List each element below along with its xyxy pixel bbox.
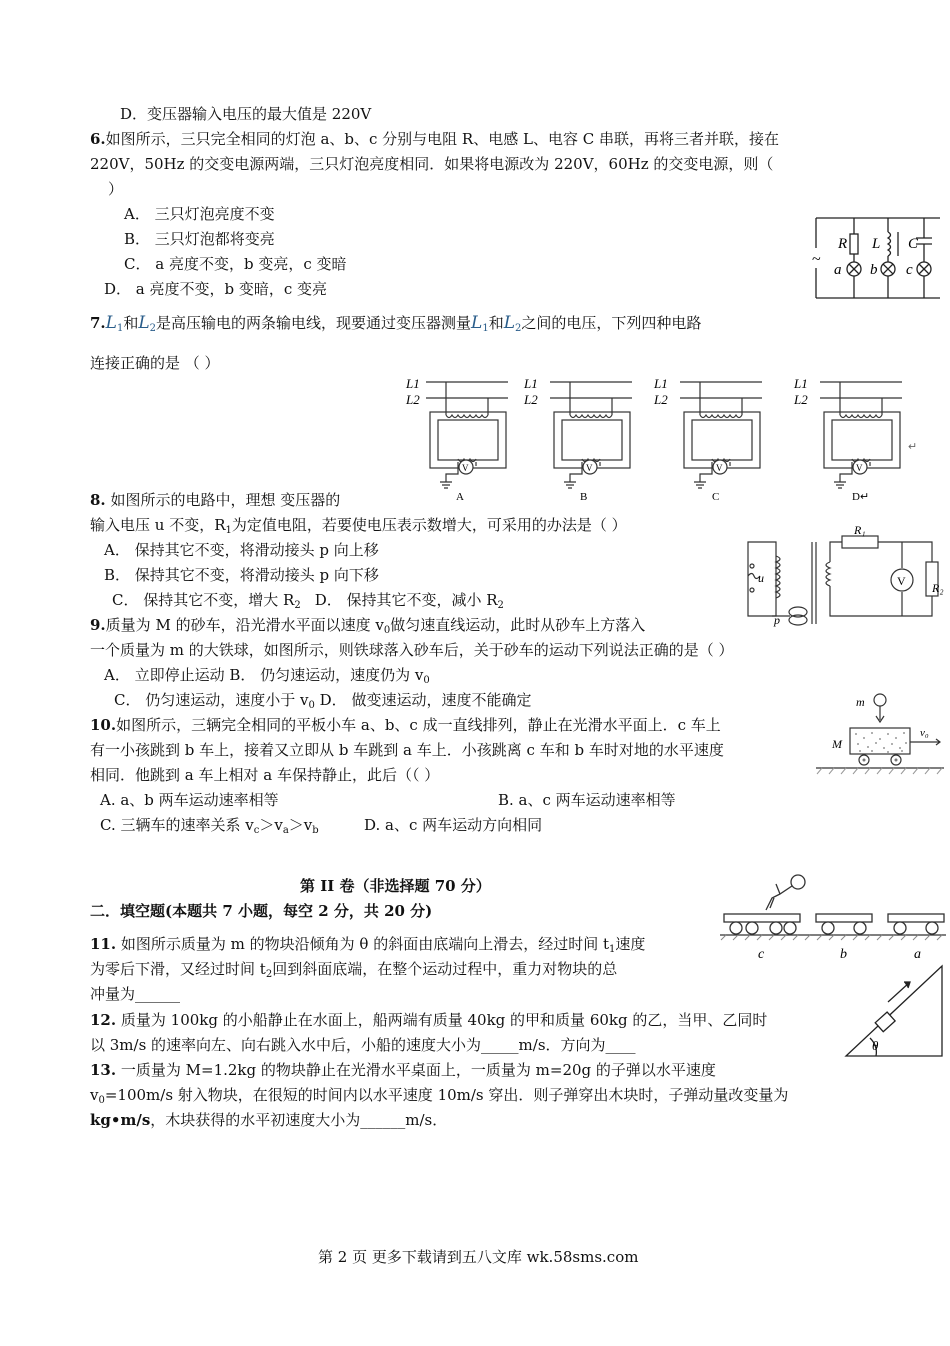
cart-c-label: c bbox=[758, 947, 765, 962]
q10-option-c-text: C. 三辆车的速率关系 v bbox=[100, 816, 254, 834]
q10-option-c-sub2: a bbox=[282, 825, 289, 836]
q7-and-2: 和 bbox=[488, 314, 504, 332]
q6-option-b: B． 三只灯泡都将变亮 bbox=[124, 230, 275, 248]
q7-number: 7. bbox=[90, 314, 106, 332]
q7-stem-end: 之间的电压，下列四种电路 bbox=[521, 314, 702, 332]
voltmeter-label: V bbox=[897, 574, 906, 588]
wire-l2-sub: 2 bbox=[149, 323, 157, 334]
q10-option-a: A. a、b 两车运动速率相等 bbox=[100, 791, 279, 809]
q13-number: 13. bbox=[90, 1061, 117, 1079]
q10-option-c bbox=[100, 814, 319, 842]
q8-option-d: D． 保持其它不变，减小 R bbox=[314, 591, 498, 609]
q10-option-c-gt2: ＞v bbox=[288, 816, 313, 834]
q8-option-a: A． 保持其它不变，将滑动接头 p 向上移 bbox=[104, 541, 379, 559]
q9-options-cd bbox=[114, 689, 531, 717]
q9-options-ab-text: A． 立即停止运动 B． 仍匀速运动，速度仍为 v bbox=[104, 666, 424, 684]
q13-unit: kg•m/s bbox=[90, 1111, 151, 1129]
q10-option-b: B. a、c 两车运动速率相等 bbox=[498, 791, 676, 809]
q13-line1 bbox=[90, 1059, 716, 1081]
incline-figure bbox=[842, 962, 948, 1060]
q13-stem-3: ，木块获得的水平初速度大小为______m/s． bbox=[150, 1111, 448, 1129]
q8-option-d-sub: 2 bbox=[497, 600, 504, 611]
q9-options-ab bbox=[104, 664, 430, 692]
q6-line2: 220V，50Hz 的交变电源两端，三只灯泡亮度相同．如果将电源改为 220V，60Hz 的交变电源，则（ bbox=[90, 155, 774, 173]
q13-stem-1: 一质量为 M=1.2kg 的物块静止在光滑水平桌面上，一质量为 m=20g 的子弹以水平速度 bbox=[116, 1061, 716, 1079]
opt-d-voltmeter: V bbox=[856, 463, 863, 473]
q11-line1 bbox=[90, 933, 645, 961]
wire-l2-symbol: L bbox=[138, 313, 150, 333]
angle-theta-label: θ bbox=[872, 1038, 879, 1053]
capacitor-label: C bbox=[908, 236, 919, 252]
q7-stem-mid: 是高压输电的两条输电线，现要通过变压器测量 bbox=[156, 314, 472, 332]
opt-c-l1-label: L1 bbox=[654, 376, 668, 391]
q9-options-cd-text: C． 仍匀速运动，速度小于 v bbox=[114, 691, 309, 709]
q6-option-c: C． a 亮度不变，b 变亮，c 变暗 bbox=[124, 255, 347, 273]
three-carts-figure bbox=[716, 866, 948, 962]
q11-stem-2b: 回到斜面底端，在整个运动过程中，重力对物块的总 bbox=[272, 960, 618, 978]
q9-line2: 一个质量为 m 的大铁球，如图所示，则铁球落入砂车后，关于砂车的运动下列说法正确的是（ ） bbox=[90, 641, 734, 659]
part-two-title: 第 II 卷（非选择题 70 分） bbox=[300, 877, 491, 895]
resistor-label: R bbox=[838, 236, 848, 252]
q11-stem-1sub: 1 bbox=[609, 944, 616, 955]
q10-line1 bbox=[90, 714, 721, 736]
q10-option-c-gt1: ＞v bbox=[259, 816, 283, 834]
q13-line3 bbox=[90, 1109, 447, 1131]
q8-stem-2a: 输入电压 u 不变，R bbox=[90, 516, 226, 534]
opt-b-l2-label: L2 bbox=[524, 392, 538, 407]
q8-option-c-sub: 2 bbox=[294, 600, 301, 611]
inductor-label: L bbox=[872, 236, 881, 252]
wire-l1-symbol: L bbox=[105, 313, 117, 333]
option-a-label: A bbox=[456, 491, 464, 503]
q9-line1 bbox=[90, 614, 645, 642]
return-mark: ↵ bbox=[908, 441, 918, 453]
q9-options-cd-sub: 0 bbox=[308, 700, 315, 711]
q13-stem-2b: =100m/s 射入物块，在很短的时间内以水平速度 10m/s 穿出．则子弹穿出木块时，子弹动量改变量为 bbox=[104, 1086, 789, 1104]
q9-number: 9. bbox=[90, 616, 106, 634]
q11-stem-2sub: 2 bbox=[265, 969, 273, 980]
q7-line1 bbox=[90, 312, 701, 340]
q11-stem-1b: 速度 bbox=[615, 935, 646, 953]
r2-label: R₂ bbox=[932, 581, 944, 595]
opt-a-voltmeter: V bbox=[462, 463, 469, 473]
q7-and-1: 和 bbox=[123, 314, 139, 332]
transformer-r1-r2-figure bbox=[742, 523, 946, 634]
q6-stem-1: 如图所示，三只完全相同的灯泡 a、b、c 分别与电阻 R、电感 L、电容 C 串联，再将三者并联，接在 bbox=[105, 130, 779, 148]
opt-b-l1-label: L1 bbox=[524, 376, 538, 391]
q9-stem-1a: 质量为 M 的砂车，沿光滑水平面以速度 v bbox=[105, 616, 384, 634]
q9-options-ab-sub: 0 bbox=[423, 675, 430, 686]
q5-option-d: D．变压器输入电压的最大值是 220V bbox=[120, 105, 372, 123]
q8-stem-1: 如图所示的电路中，理想 变压器的 bbox=[105, 491, 341, 509]
rlc-circuit-figure bbox=[812, 212, 944, 304]
cart-b-label: b bbox=[840, 947, 847, 962]
opt-d-l2-label: L2 bbox=[794, 392, 808, 407]
q10-option-c-sub1: c bbox=[253, 825, 260, 836]
q8-line1 bbox=[90, 489, 340, 511]
bulb-b-label: b bbox=[870, 262, 878, 278]
q6-option-a: A． 三只灯泡亮度不变 bbox=[124, 205, 275, 223]
fill-in-section-heading: 二．填空题(本题共 7 小题，每空 2 分，共 20 分) bbox=[90, 902, 433, 920]
opt-b-voltmeter: V bbox=[586, 463, 593, 473]
wire-l1-sub-2: 1 bbox=[482, 323, 489, 334]
sand-cart-figure bbox=[812, 692, 948, 778]
q10-line3: 相同．他跳到 a 车上相对 a 车保持静止，此后（（ ） bbox=[90, 766, 440, 784]
q8-option-c: C． 保持其它不变，增大 R bbox=[112, 591, 295, 609]
q12-number: 12. bbox=[90, 1011, 117, 1029]
q6-number: 6. bbox=[90, 130, 106, 148]
opt-c-l2-label: L2 bbox=[654, 392, 668, 407]
q12-stem-1: 质量为 100kg 的小船静止在水面上，船两端有质量 40kg 的甲和质量 60kg 的乙，当甲、乙同时 bbox=[116, 1011, 768, 1029]
opt-a-l2-label: L2 bbox=[406, 392, 420, 407]
cart-mass-label: M bbox=[832, 737, 842, 751]
q10-number: 10. bbox=[90, 716, 117, 734]
bulb-a-label: a bbox=[834, 262, 842, 278]
velocity-label: v₀ bbox=[920, 727, 929, 739]
wire-l2-sub-2: 2 bbox=[515, 323, 522, 334]
q11-line2 bbox=[90, 958, 617, 986]
q10-stem-1: 如图所示，三辆完全相同的平板小车 a、b、c 成一直线排列，静止在光滑水平面上．c 车上 bbox=[116, 716, 721, 734]
q11-stem-2a: 为零后下滑，又经过时间 t bbox=[90, 960, 266, 978]
q12-line1 bbox=[90, 1009, 767, 1031]
cart-a-label: a bbox=[914, 947, 921, 962]
q10-option-c-sub3: b bbox=[312, 825, 319, 836]
option-b-label: B bbox=[580, 491, 588, 503]
q13-line2 bbox=[90, 1084, 788, 1112]
opt-c-voltmeter: V bbox=[716, 463, 723, 473]
q8-number: 8. bbox=[90, 491, 106, 509]
q7-line2: 连接正确的是 （ ） bbox=[90, 354, 220, 372]
r1-label: R₁ bbox=[854, 523, 866, 537]
wire-l1-sub: 1 bbox=[116, 323, 124, 334]
q11-line3: 冲量为______ bbox=[90, 985, 181, 1003]
q11-number: 11. bbox=[90, 935, 117, 953]
q8-line2 bbox=[90, 514, 627, 542]
q10-line2: 有一小孩跳到 b 车上，接着又立即从 b 车跳到 a 车上．小孩跳离 c 车和 b 车时对地的水平速度 bbox=[90, 741, 724, 759]
q6-line3: ） bbox=[108, 180, 124, 198]
q12-line2: 以 3m/s 的速率向左、向右跳入水中后，小船的速度大小为_____m/s．方向为____ bbox=[90, 1036, 636, 1054]
opt-a-l1-label: L1 bbox=[406, 376, 420, 391]
bulb-c-label: c bbox=[906, 262, 913, 278]
q9-options-cd-text-2: D． 做变速运动，速度不能确定 bbox=[314, 691, 532, 709]
q8-option-b: B． 保持其它不变，将滑动接头 p 向下移 bbox=[104, 566, 379, 584]
q8-option-cd bbox=[112, 589, 504, 617]
q8-stem-2b: 为定值电阻，若要使电压表示数增大，可采用的办法是（ ） bbox=[231, 516, 627, 534]
page-footer: 第 2 页 更多下载请到五八文库 wk.58sms.com bbox=[318, 1248, 639, 1266]
q13-stem-2a: v bbox=[90, 1086, 99, 1104]
q9-stem-1b: 做匀速直线运动，此时从砂车上方落入 bbox=[390, 616, 646, 634]
u-label: u bbox=[758, 571, 764, 585]
q10-option-d: D. a、c 两车运动方向相同 bbox=[364, 816, 543, 834]
ball-mass-label: m bbox=[856, 695, 865, 709]
ac-source-label: ~ bbox=[812, 251, 821, 268]
p-label: p bbox=[774, 613, 780, 627]
q8-stem-2sub: 1 bbox=[225, 525, 232, 536]
wire-l2-symbol-2: L bbox=[503, 313, 516, 333]
option-c-label: C bbox=[712, 491, 720, 503]
q13-stem-2sub: 0 bbox=[98, 1095, 105, 1106]
option-d-label: D↵ bbox=[852, 491, 870, 503]
q6-line1 bbox=[90, 128, 779, 150]
q9-stem-1sub: 0 bbox=[383, 625, 391, 636]
q11-stem-1a: 如图所示质量为 m 的物块沿倾角为 θ 的斜面由底端向上滑去，经过时间 t bbox=[116, 935, 610, 953]
q6-option-d: D． a 亮度不变，b 变暗，c 变亮 bbox=[104, 280, 328, 298]
opt-d-l1-label: L1 bbox=[794, 376, 808, 391]
wire-l1-symbol-2: L bbox=[471, 313, 483, 333]
transformer-options-figure bbox=[400, 374, 920, 504]
